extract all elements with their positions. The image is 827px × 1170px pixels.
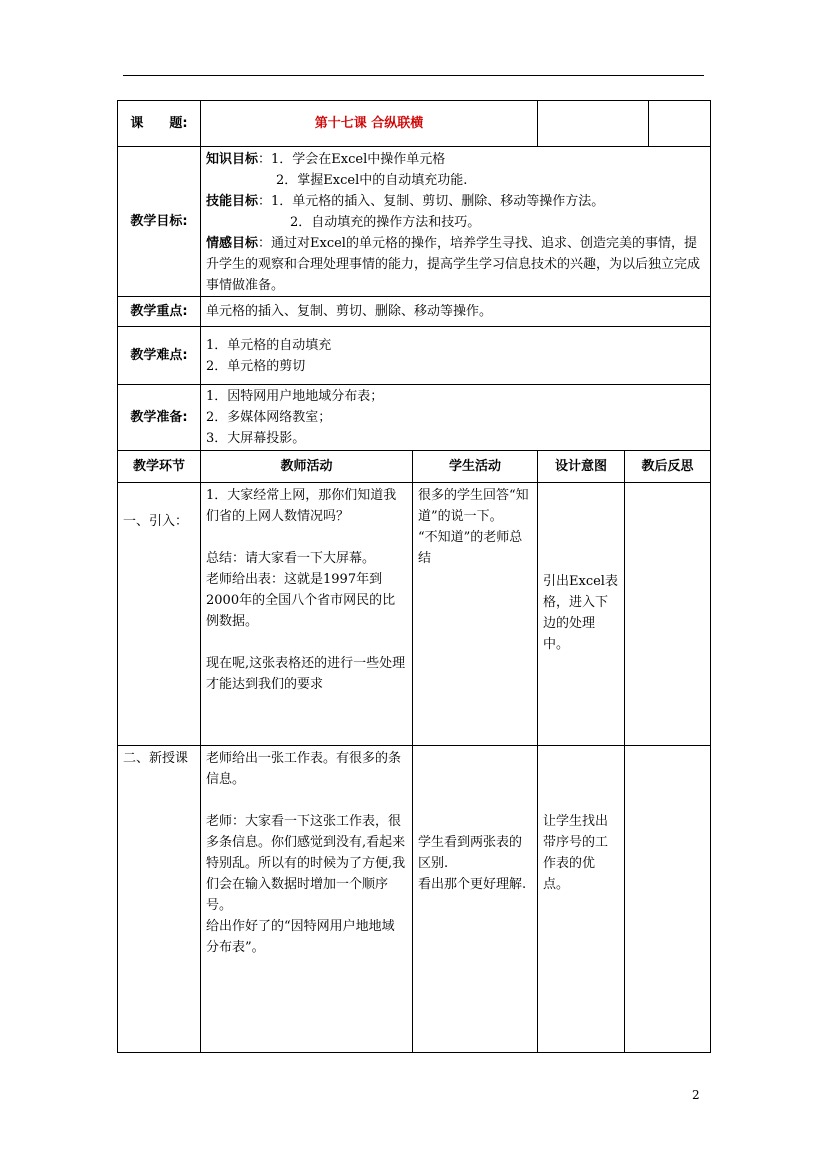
- teacher-text: 给出作好了的“因特网用户地地域分布表”。: [206, 919, 395, 955]
- preparation-item-3: 3．大屏幕投影。: [206, 431, 306, 446]
- difficulties-row: [118, 327, 711, 385]
- difficulty-item-1: 1．单元格的自动填充: [206, 337, 332, 353]
- student-text: 很多的学生回答“知道”的说一下。: [418, 488, 529, 524]
- design-intent-new: 让学生找出带序号的工作表的优点。: [538, 746, 625, 1053]
- skill-label: 技能目标: [206, 194, 259, 209]
- teacher-activity-new: [201, 746, 413, 1053]
- knowledge-label: 知识目标: [206, 152, 259, 167]
- reflection-new: [625, 746, 711, 1053]
- topic-label: 课 题:: [118, 101, 201, 147]
- student-activity-intro: [413, 483, 538, 746]
- student-activity-new: [413, 746, 538, 1053]
- preparation-item-2: 2．多媒体网络教室；: [206, 410, 332, 425]
- table-row: [118, 483, 711, 746]
- teacher-text: 总结：请大家看一下大屏幕。: [206, 551, 376, 566]
- page-number: 2: [692, 1088, 700, 1102]
- header-rule: [123, 75, 704, 76]
- knowledge-item-2: 2．掌握Excel中的自动填充功能.: [276, 173, 468, 188]
- table-row: [118, 746, 711, 1053]
- teacher-text: 老师给出一张工作表。有很多的条信息。: [206, 751, 402, 787]
- difficulties-label: 教学难点:: [118, 327, 201, 385]
- preparation-item-1: 1．因特网用户地地域分布表；: [206, 389, 384, 404]
- reflection-intro: [625, 483, 711, 746]
- difficulty-item-2: 2．单元格的剪切: [206, 358, 306, 374]
- knowledge-item-1: ：1．学会在Excel中操作单元格: [258, 152, 446, 167]
- skill-item-2: 2．自动填充的操作方法和技巧。: [290, 215, 481, 230]
- title-cell-empty-2: [649, 101, 710, 146]
- teacher-text: 1．大家经常上网，那你们知道我们省的上网人数情况吗？: [206, 488, 397, 524]
- student-text: 看出那个更好理解.: [418, 877, 527, 892]
- column-header-row: [118, 451, 711, 483]
- stage-new-lesson: 二、新授课: [118, 746, 201, 1053]
- column-header-student: 学生活动: [413, 451, 538, 483]
- teacher-activity-intro: [201, 483, 413, 746]
- emotion-label: 情感目标: [206, 236, 259, 251]
- objectives-label: 教学目标:: [118, 147, 201, 297]
- skill-item-1: ：1．单元格的插入、复制、剪切、删除、移动等操作方法。: [258, 194, 605, 209]
- column-header-stage: 教学环节: [118, 451, 201, 483]
- column-header-design: 设计意图: [538, 451, 625, 483]
- teacher-text: 老师：大家看一下这张工作表，很多条信息。你们感觉到没有,看起来特别乱。所以有的时候为了方便,我们会在输入数据时增加一个顺序号。: [206, 814, 406, 913]
- stage-intro: 一、引入：: [118, 483, 201, 746]
- teacher-text: 老师给出表：这就是1997年到2000年的全国八个省市网民的比例数据。: [206, 572, 396, 629]
- column-header-reflection: 教后反思: [625, 451, 711, 483]
- column-header-teacher: 教师活动: [201, 451, 413, 483]
- title-row: [118, 101, 711, 147]
- teacher-text: 现在呢,这张表格还的进行一些处理才能达到我们的要求: [206, 656, 406, 692]
- lesson-title: 第十七课 合纵联横: [201, 101, 538, 147]
- emotion-text: ：通过对Excel的单元格的操作，培养学生寻找、追求、创造完美的事情，提升学生的观察和合理处理事情的能力，提高学生学习信息技术的兴趣，为以后独立完成事情做准备。: [206, 236, 701, 293]
- student-text: 学生看到两张表的区别.: [418, 835, 523, 871]
- preparation-label: 教学准备:: [118, 385, 201, 451]
- lesson-plan-table: [117, 100, 711, 1053]
- key-points-text: 单元格的插入、复制、剪切、删除、移动等操作。: [201, 297, 711, 327]
- key-points-label: 教学重点:: [118, 297, 201, 327]
- objectives-content: [201, 147, 711, 297]
- title-cell-empty-1: [538, 101, 649, 146]
- preparation-row: [118, 385, 711, 451]
- objectives-row: [118, 147, 711, 297]
- key-points-row: [118, 297, 711, 327]
- design-intent-intro: 引出Excel表格，进入下边的处理中。: [538, 483, 625, 746]
- student-text: “不知道”的老师总结: [418, 530, 523, 566]
